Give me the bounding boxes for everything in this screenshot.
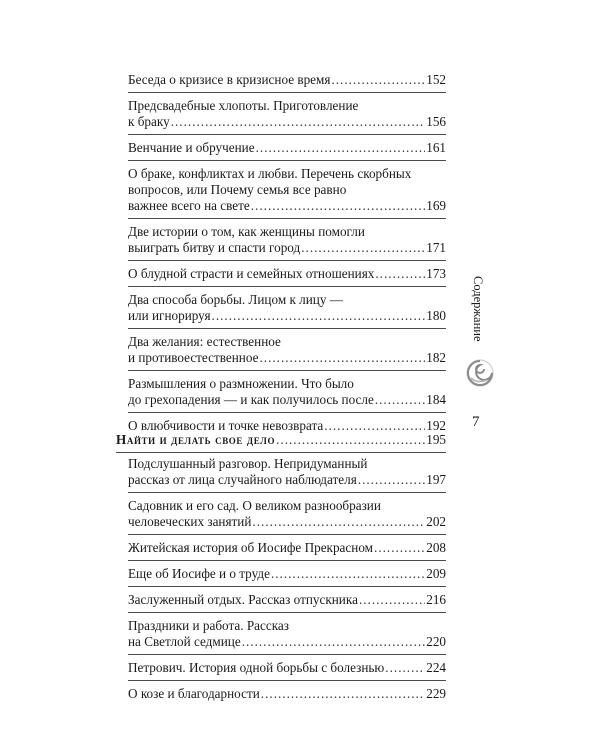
toc-entry[interactable] (128, 266, 446, 282)
toc-entry-title-line: Предсвадебные хлопоты. Приготовление (128, 98, 359, 113)
toc-entry-title-line: Размышления о размножении. Что было (128, 376, 354, 391)
toc-entry-title-line: на Светлой седмице (128, 634, 241, 649)
toc-entry-page-number: 182 (426, 350, 446, 365)
section-page-number: 195 (426, 432, 446, 447)
leader-dots (331, 72, 425, 88)
toc-entry[interactable] (128, 376, 446, 408)
leader-dots (374, 540, 425, 556)
entry-divider (128, 218, 446, 219)
leader-dots (252, 514, 425, 530)
toc-entry[interactable] (128, 686, 446, 702)
toc-entry-title-line: Заслуженный отдых. Рассказ отпускника (128, 592, 358, 607)
entry-divider (128, 328, 446, 329)
entry-divider (128, 412, 446, 413)
toc-entry-page-number: 192 (426, 418, 446, 433)
toc-top-list (128, 72, 446, 434)
entry-divider (128, 260, 446, 261)
toc-entry-title-line: Садовник и его сад. О великом разнообразии (128, 498, 381, 513)
toc-entry-page-number: 202 (426, 514, 446, 529)
leader-dots (375, 392, 425, 408)
swirl-emblem-icon (465, 358, 495, 388)
toc-entry[interactable] (128, 540, 446, 556)
leader-dots (261, 686, 425, 702)
toc-entry-page-number: 216 (426, 592, 446, 607)
leader-dots (301, 240, 425, 256)
toc-entry-page-number: 220 (426, 634, 446, 649)
section-title: Найти и делать свое дело (116, 432, 276, 447)
toc-entry[interactable] (128, 292, 446, 324)
leader-dots (359, 592, 425, 608)
entry-divider (128, 286, 446, 287)
leader-dots (242, 634, 426, 650)
toc-entry-title-line: к браку (128, 114, 170, 129)
leader-dots (251, 198, 425, 214)
toc-entry-title-line: Две истории о том, как женщины помогли (128, 224, 365, 239)
toc-entry-page-number: 180 (426, 308, 446, 323)
leader-dots (358, 472, 425, 488)
leader-dots (212, 308, 426, 324)
toc-entry-title-line: Житейская история об Иосифе Прекрасном (128, 540, 374, 555)
entry-divider (128, 534, 446, 535)
toc-entry-title-line: О браке, конфликтах и любви. Перечень скорбных (128, 166, 412, 181)
entry-divider (128, 612, 446, 613)
toc-entry[interactable] (128, 98, 446, 130)
leader-dots (259, 350, 425, 366)
toc-entry-title-line: Петрович. История одной борьбы с болезнью (128, 660, 385, 675)
toc-entry-page-number: 184 (426, 392, 446, 407)
toc-entry-title-line: О блудной страсти и семейных отношениях (128, 266, 375, 281)
toc-entry-title-line: и противоестественное (128, 350, 259, 365)
leader-dots (385, 660, 425, 676)
toc-entry-title-line: вопросов, или Почему семья все равно (128, 182, 347, 197)
toc-entry-title-line: О влюбчивости и точке невозврата (128, 418, 324, 433)
running-head (465, 276, 493, 348)
toc-entry-title-line: Беседа о кризисе в кризисное время (128, 72, 331, 87)
section-divider (116, 452, 446, 453)
leader-dots (276, 432, 425, 448)
entry-divider (128, 160, 446, 161)
toc-entry-title-line: О козе и благодарности (128, 686, 260, 701)
toc-bottom-list (128, 456, 446, 702)
toc-entry-page-number: 169 (426, 198, 446, 213)
leader-dots (256, 140, 426, 156)
leader-dots (271, 566, 425, 582)
toc-entry-title-line: Венчание и обручение (128, 140, 255, 155)
toc-entry-page-number: 171 (426, 240, 446, 255)
running-head-label: Содержание (471, 276, 485, 342)
toc-entry-page-number: 197 (426, 472, 446, 487)
toc-entry-page-number: 209 (426, 566, 446, 581)
toc-entry-page-number: 156 (426, 114, 446, 129)
toc-entry[interactable] (128, 140, 446, 156)
toc-entry-title-line: рассказ от лица случайного наблюдателя (128, 472, 357, 487)
toc-entry[interactable] (128, 618, 446, 650)
section-heading (116, 432, 446, 458)
entry-divider (128, 370, 446, 371)
entry-divider (128, 492, 446, 493)
toc-entry-title-line: или игнорируя (128, 308, 211, 323)
toc-entry-section[interactable] (116, 432, 446, 448)
toc-entry[interactable] (128, 334, 446, 366)
toc-entry-page-number: 224 (426, 660, 446, 675)
toc-entry[interactable] (128, 166, 446, 214)
toc-entry[interactable] (128, 660, 446, 676)
entry-divider (128, 560, 446, 561)
toc-entry-page-number: 173 (426, 266, 446, 281)
toc-entry[interactable] (128, 224, 446, 256)
entry-divider (128, 680, 446, 681)
toc-entry[interactable] (128, 566, 446, 582)
toc-entry[interactable] (128, 498, 446, 530)
page-number: 7 (472, 414, 480, 430)
entry-divider (128, 586, 446, 587)
toc-entry-title-line: до грехопадения — и как получилось после (128, 392, 374, 407)
leader-dots (375, 266, 425, 282)
entry-divider (128, 92, 446, 93)
entry-divider (128, 654, 446, 655)
leader-dots (171, 114, 426, 130)
toc-entry[interactable] (128, 592, 446, 608)
toc-entry-page-number: 229 (426, 686, 446, 701)
toc-entry-title-line: Подслушанный разговор. Непридуманный (128, 456, 368, 471)
toc-entry-title-line: Два способа борьбы. Лицом к лицу — (128, 292, 343, 307)
toc-entry-title-line: Еще об Иосифе и о труде (128, 566, 270, 581)
toc-entry-title-line: человеческих занятий (128, 514, 252, 529)
toc-entry[interactable] (128, 72, 446, 88)
toc-entry-page-number: 161 (426, 140, 446, 155)
entry-divider (128, 134, 446, 135)
toc-entry-title-line: Праздники и работа. Рассказ (128, 618, 289, 633)
toc-entry[interactable] (128, 456, 446, 488)
toc-entry-title-line: важнее всего на свете (128, 198, 250, 213)
toc-entry-title-line: Два желания: естественное (128, 334, 281, 349)
toc-entry-page-number: 208 (426, 540, 446, 555)
toc-entry-page-number: 152 (426, 72, 446, 87)
toc-entry-title-line: выиграть битву и спасти город (128, 240, 301, 255)
